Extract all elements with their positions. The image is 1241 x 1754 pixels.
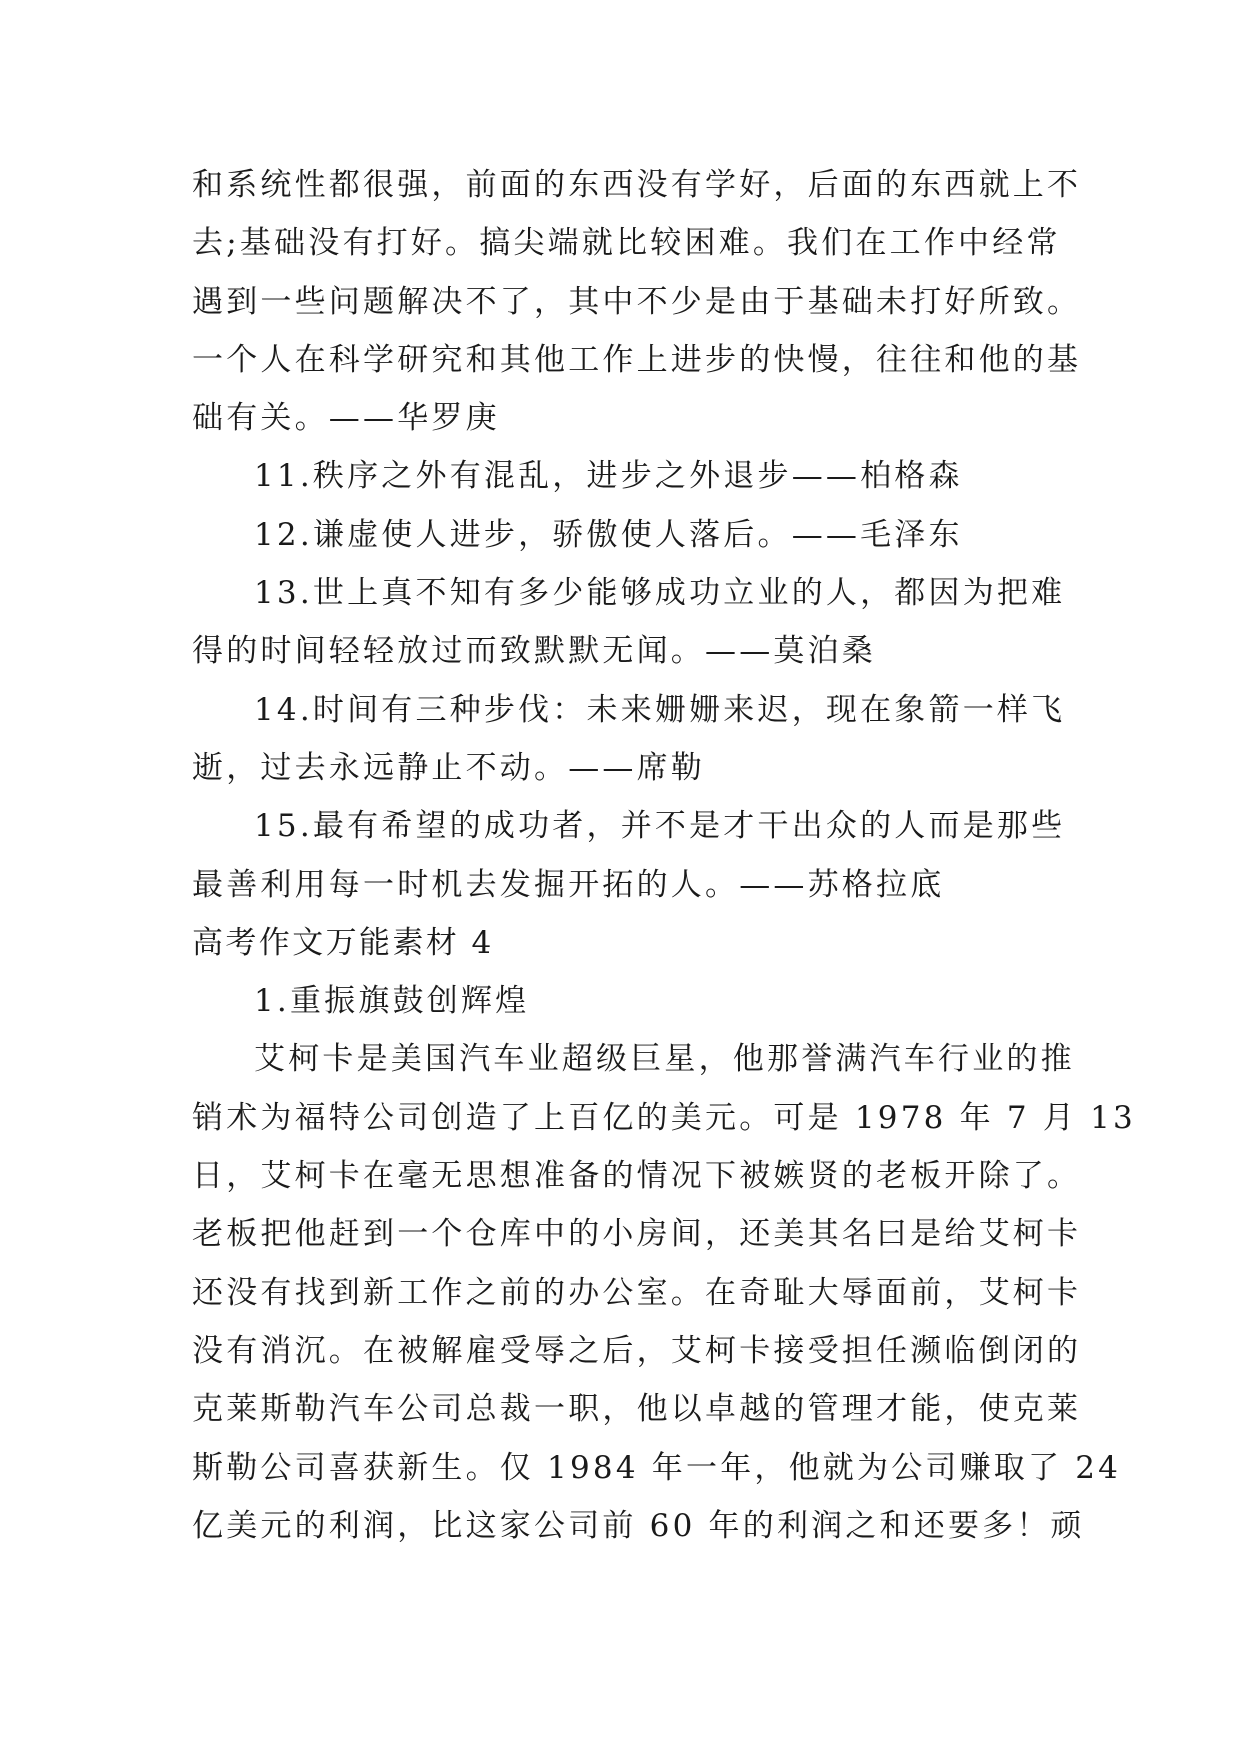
paragraph-line: 销术为福特公司创造了上百亿的美元。可是 1978 年 7 月 13	[192, 1099, 1136, 1136]
paragraph-line: 去;基础没有打好。搞尖端就比较困难。我们在工作中经常	[192, 225, 1061, 262]
quote-item-15: 15.最有希望的成功者，并不是才干出众的人而是那些	[254, 808, 1066, 845]
paragraph-line: 日，艾柯卡在毫无思想准备的情况下被嫉贤的老板开除了。	[192, 1158, 1082, 1195]
paragraph-line: 艾柯卡是美国汽车业超级巨星，他那誉满汽车行业的推	[254, 1041, 1075, 1078]
quote-item-11: 11.秩序之外有混乱，进步之外退步——柏格森	[254, 458, 963, 495]
paragraph-line: 还没有找到新工作之前的办公室。在奇耻大辱面前，艾柯卡	[192, 1274, 1082, 1311]
paragraph-line: 一个人在科学研究和其他工作上进步的快慢，往往和他的基	[192, 341, 1082, 378]
section-heading: 高考作文万能素材 4	[192, 924, 494, 961]
paragraph-line: 老板把他赶到一个仓库中的小房间，还美其名曰是给艾柯卡	[192, 1216, 1082, 1253]
quote-item-13: 13.世上真不知有多少能够成功立业的人，都因为把难	[254, 575, 1066, 612]
paragraph-line: 克莱斯勒汽车公司总裁一职，他以卓越的管理才能，使克莱	[192, 1391, 1082, 1428]
paragraph-line: 没有消沉。在被解雇受辱之后，艾柯卡接受担任濒临倒闭的	[192, 1332, 1082, 1369]
paragraph-line: 最善利用每一时机去发掘开拓的人。——苏格拉底	[192, 866, 945, 903]
quote-item-14: 14.时间有三种步伐：未来姗姗来迟，现在象箭一样飞	[254, 691, 1066, 728]
paragraph-line: 斯勒公司喜获新生。仅 1984 年一年，他就为公司赚取了 24	[192, 1449, 1122, 1486]
paragraph-line: 和系统性都很强，前面的东西没有学好，后面的东西就上不	[192, 167, 1082, 203]
paragraph-line: 得的时间轻轻放过而致默默无闻。——莫泊桑	[192, 633, 876, 670]
paragraph-line: 逝，过去永远静止不动。——席勒	[192, 749, 705, 786]
paragraph-line: 亿美元的利润，比这家公司前 60 年的利润之和还要多！顽	[192, 1507, 1085, 1544]
document-body	[192, 156, 1136, 1555]
paragraph-line: 遇到一些问题解决不了，其中不少是由于基础未打好所致。	[192, 283, 1082, 320]
subsection-title: 1.重振旗鼓创辉煌	[254, 983, 530, 1020]
paragraph-line: 础有关。——华罗庚	[192, 400, 500, 437]
quote-item-12: 12.谦虚使人进步，骄傲使人落后。——毛泽东	[254, 516, 963, 553]
